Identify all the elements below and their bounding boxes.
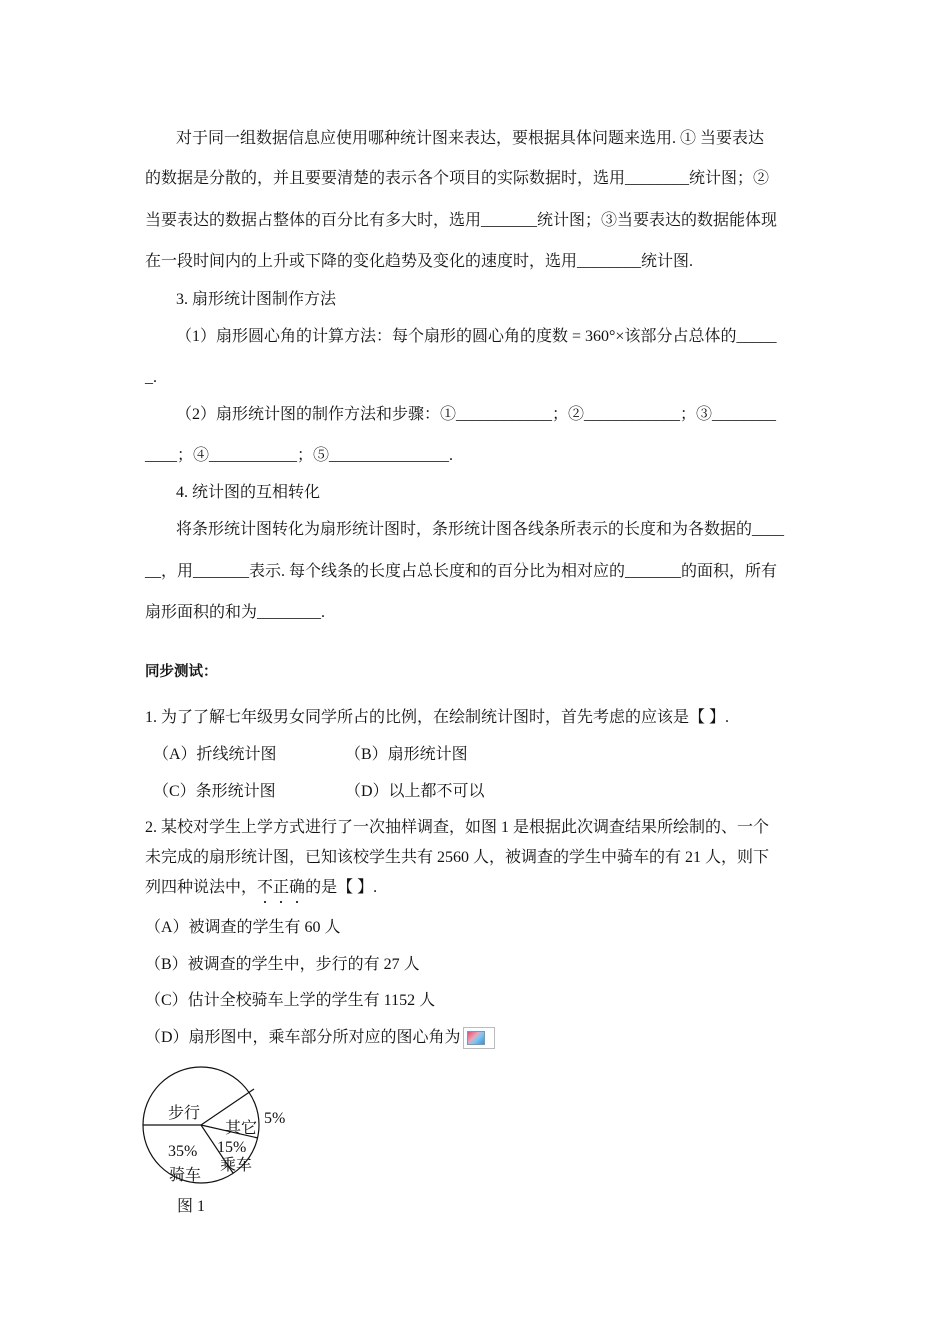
q2-emphasis-char: 不 — [257, 879, 274, 896]
q2-stem-line-2: 未完成的扇形统计图，已知该校学生共有 2560 人，被调查的学生中骑车的有 21 人，则下 — [145, 849, 770, 866]
section3-title: 3. 扇形统计图制作方法 — [176, 291, 337, 308]
section4-line-1: 将条形统计图转化为扇形统计图时，条形统计图各线条所表示的长度和为各数据的____ — [176, 521, 785, 538]
q1-option-a: （A）折线统计图 — [153, 746, 277, 763]
intro-line-4: 在一段时间内的上升或下降的变化趋势及变化的速度时，选用________统计图. — [145, 253, 694, 270]
q2-stem-line-1: 2. 某校对学生上学方式进行了一次抽样调查，如图 1 是根据此次调查结果所绘制的、一个 — [145, 819, 770, 836]
q2-option-c: （C）估计全校骑车上学的学生有 1152 人 — [145, 992, 436, 1009]
test-heading: 同步测试： — [145, 664, 218, 680]
q2-stem-line-3 — [145, 877, 377, 899]
q2-option-d-text: （D）扇形图中，乘车部分所对应的图心角为 — [145, 1029, 461, 1046]
intro-line-1: 对于同一组数据信息应使用哪种统计图来表达，要根据具体问题来选用. ① 当要表达 — [176, 130, 765, 147]
q2-option-b: （B）被调查的学生中，步行的有 27 人 — [145, 956, 420, 973]
section3-item1-line2: _. — [145, 369, 157, 386]
section3-item1-line1: （1）扇形圆心角的计算方法：每个扇形的圆心角的度数 = 360°×该部分占总体的_____ — [176, 328, 777, 345]
intro-line-3: 当要表达的数据占整体的百分比有多大时，选用_______统计图；③当要表达的数据能体现 — [145, 212, 778, 229]
intro-line-2: 的数据是分散的，并且要要清楚的表示各个项目的实际数据时，选用________统计图；② — [145, 170, 770, 187]
label-5-percent: 5% — [264, 1110, 286, 1127]
label-15-percent: 15% — [217, 1139, 247, 1156]
section3-item2-line1: （2）扇形统计图的制作方法和步骤：①____________；②____________；③________ — [176, 406, 777, 423]
section3-item2-line2: ____；④___________；⑤_______________. — [145, 447, 454, 464]
q1-stem: 1. 为了了解七年级男女同学所占的比例，在绘制统计图时，首先考虑的应该是【 】. — [145, 709, 730, 726]
broken-image-icon — [463, 1027, 495, 1049]
pie-chart-figure — [135, 1060, 435, 1210]
label-bike: 骑车 — [169, 1167, 202, 1184]
q2-option-a: （A）被调查的学生有 60 人 — [145, 919, 341, 936]
label-walk: 步行 — [168, 1105, 201, 1122]
q1-option-d: （D）以上都不可以 — [345, 783, 485, 800]
figure-caption: 图 1 — [177, 1198, 206, 1215]
label-other: 其它 — [225, 1120, 258, 1137]
q2-emphasis-char: 确 — [289, 879, 306, 896]
section4-line-2: __，用_______表示. 每个线条的长度占总长度和的百分比为相对应的_______的面积，所有 — [145, 563, 778, 580]
label-bus: 乘车 — [220, 1157, 253, 1174]
section4-line-3: 扇形面积的和为________. — [145, 604, 326, 621]
q2-option-d — [145, 1027, 495, 1049]
q1-option-b: （B）扇形统计图 — [345, 746, 468, 763]
q2-line3-pre: 列四种说法中， — [145, 879, 258, 896]
q2-line3-post: 的是【 】. — [305, 879, 378, 896]
q1-option-c: （C）条形统计图 — [153, 783, 276, 800]
q2-emphasis-char: 正 — [273, 879, 290, 896]
section4-title: 4. 统计图的互相转化 — [176, 484, 321, 501]
label-35-percent: 35% — [168, 1143, 198, 1160]
